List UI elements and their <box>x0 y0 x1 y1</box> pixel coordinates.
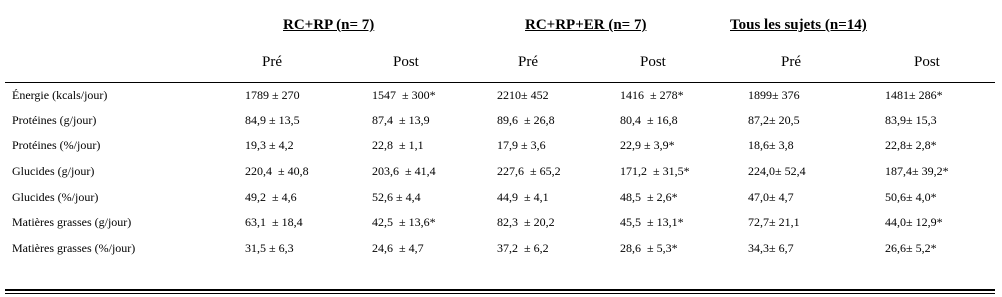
subheader-pre-1: Pré <box>262 54 282 70</box>
cell: 80,4 ± 16,8 <box>620 113 678 127</box>
header-rule <box>5 82 995 83</box>
cell: 72,7± 21,1 <box>748 215 800 229</box>
cell: 82,3 ± 20,2 <box>497 215 555 229</box>
row-label: Protéines (%/jour) <box>12 138 101 152</box>
table-row <box>0 164 1002 189</box>
cell: 1547 ± 300* <box>372 88 436 102</box>
cell: 22,9 ± 3,9* <box>620 138 675 152</box>
cell: 47,0± 4,7 <box>748 190 794 204</box>
row-label: Glucides (%/jour) <box>12 190 99 204</box>
cell: 37,2 ± 6,2 <box>497 241 549 255</box>
group-title-rc-rp-er: RC+RP+ER (n= 7) <box>525 17 647 33</box>
bottom-rule <box>5 289 995 291</box>
table-row <box>0 138 1002 163</box>
row-label: Protéines (g/jour) <box>12 113 97 127</box>
cell: 1789 ± 270 <box>245 88 300 102</box>
group-title-rc-rp: RC+RP (n= 7) <box>283 17 375 33</box>
cell: 19,3 ± 4,2 <box>245 138 294 152</box>
cell: 45,5 ± 13,1* <box>620 215 684 229</box>
row-label: Glucides (g/jour) <box>12 164 95 178</box>
subheader-pre-3: Pré <box>781 54 801 70</box>
table-row <box>0 241 1002 266</box>
subheader-post-2: Post <box>640 54 666 70</box>
cell: 49,2 ± 4,6 <box>245 190 297 204</box>
cell: 44,0± 12,9* <box>885 215 943 229</box>
cell: 44,9 ± 4,1 <box>497 190 549 204</box>
subheader-post-1: Post <box>393 54 419 70</box>
table-row <box>0 113 1002 138</box>
cell: 224,0± 52,4 <box>748 164 806 178</box>
bottom-rule-2 <box>5 293 995 294</box>
cell: 2210± 452 <box>497 88 549 102</box>
cell: 87,4 ± 13,9 <box>372 113 430 127</box>
cell: 26,6± 5,2* <box>885 241 937 255</box>
cell: 63,1 ± 18,4 <box>245 215 303 229</box>
cell: 89,6 ± 26,8 <box>497 113 555 127</box>
cell: 187,4± 39,2* <box>885 164 949 178</box>
cell: 220,4 ± 40,8 <box>245 164 309 178</box>
cell: 28,6 ± 5,3* <box>620 241 678 255</box>
cell: 18,6± 3,8 <box>748 138 794 152</box>
cell: 34,3± 6,7 <box>748 241 794 255</box>
cell: 83,9± 15,3 <box>885 113 937 127</box>
cell: 203,6 ± 41,4 <box>372 164 436 178</box>
cell: 227,6 ± 65,2 <box>497 164 561 178</box>
row-label: Énergie (kcals/jour) <box>12 88 108 102</box>
cell: 42,5 ± 13,6* <box>372 215 436 229</box>
cell: 31,5 ± 6,3 <box>245 241 294 255</box>
cell: 84,9 ± 13,5 <box>245 113 300 127</box>
table-row <box>0 88 1002 113</box>
cell: 87,2± 20,5 <box>748 113 800 127</box>
cell: 48,5 ± 2,6* <box>620 190 678 204</box>
cell: 171,2 ± 31,5* <box>620 164 690 178</box>
cell: 52,6 ± 4,4 <box>372 190 421 204</box>
row-label: Matières grasses (g/jour) <box>12 215 132 229</box>
table-row <box>0 215 1002 240</box>
subheader-post-3: Post <box>914 54 940 70</box>
cell: 1481± 286* <box>885 88 943 102</box>
subheader-pre-2: Pré <box>518 54 538 70</box>
cell: 1416 ± 278* <box>620 88 684 102</box>
cell: 50,6± 4,0* <box>885 190 937 204</box>
cell: 1899± 376 <box>748 88 800 102</box>
group-title-all-subjects: Tous les sujets (n=14) <box>730 17 867 33</box>
cell: 17,9 ± 3,6 <box>497 138 546 152</box>
row-label: Matières grasses (%/jour) <box>12 241 136 255</box>
cell: 24,6 ± 4,7 <box>372 241 424 255</box>
table-row <box>0 190 1002 215</box>
cell: 22,8 ± 1,1 <box>372 138 424 152</box>
cell: 22,8± 2,8* <box>885 138 937 152</box>
